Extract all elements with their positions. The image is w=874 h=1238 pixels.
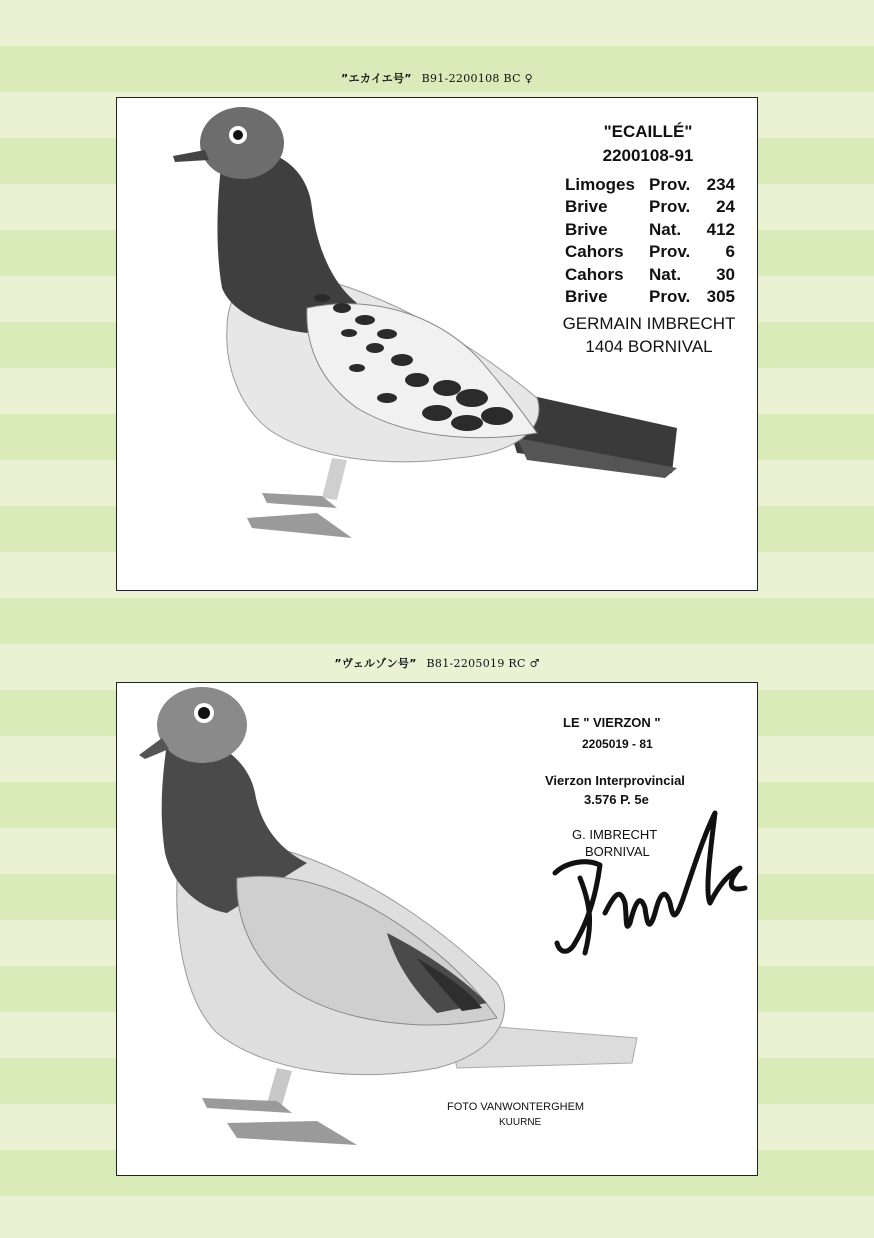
result-row [565, 264, 735, 286]
result-place: 234 [706, 175, 735, 194]
result-place: 412 [706, 219, 735, 239]
photo1-caption-name: ”エカイエ号” [341, 72, 412, 85]
race-result: 3.576 P. 5e [584, 792, 649, 807]
result-race: Brive [565, 286, 608, 306]
result-race: Brive [565, 197, 608, 217]
result-kind: Prov. [649, 242, 691, 262]
owner-address: BORNIVAL [585, 844, 650, 859]
result-row [565, 196, 735, 218]
pigeon-photo-vierzon [116, 682, 758, 1176]
pigeon-photo-ecaille [116, 97, 758, 591]
photo1-caption [0, 70, 874, 86]
result-row [565, 219, 735, 241]
pigeon-name: LE " VIERZON " [563, 715, 661, 730]
result-row [565, 241, 735, 263]
result-row [565, 286, 735, 308]
result-race: Brive [565, 219, 608, 239]
result-place: 30 [716, 264, 735, 284]
result-kind: Prov. [649, 175, 691, 194]
result-place: 305 [706, 286, 735, 306]
result-kind: Nat. [649, 264, 682, 284]
pigeon-name: "ECAILLÉ" [603, 122, 693, 141]
photo-credit: FOTO VANWONTERGHEM [447, 1101, 585, 1113]
result-race: Limoges [565, 175, 635, 194]
photo1-caption-ring: B91-2200108 BC ♀ [421, 72, 533, 85]
photo-credit-city: KUURNE [499, 1117, 542, 1128]
photo2-caption-ring: B81-2205019 RC ♂ [426, 657, 540, 670]
result-place: 24 [716, 197, 735, 217]
race-name: Vierzon Interprovincial [545, 773, 685, 788]
pigeon-ring: 2205019 - 81 [582, 737, 653, 751]
results-list [565, 174, 735, 308]
pigeon-ring: 2200108-91 [602, 146, 694, 165]
result-race: Cahors [565, 264, 624, 284]
result-race: Cahors [565, 242, 624, 262]
photo2-caption-name: ”ヴェルゾン号” [334, 657, 417, 670]
owner-address: 1404 BORNIVAL [585, 337, 713, 356]
signature-image [545, 793, 755, 963]
result-row [565, 174, 735, 196]
owner-name: GERMAIN IMBRECHT [562, 314, 736, 333]
result-place: 6 [725, 242, 735, 262]
photo2-caption [0, 655, 874, 671]
owner-name: G. IMBRECHT [572, 827, 658, 842]
result-kind: Prov. [649, 197, 691, 217]
result-kind: Nat. [649, 219, 682, 239]
result-kind: Prov. [649, 286, 691, 306]
